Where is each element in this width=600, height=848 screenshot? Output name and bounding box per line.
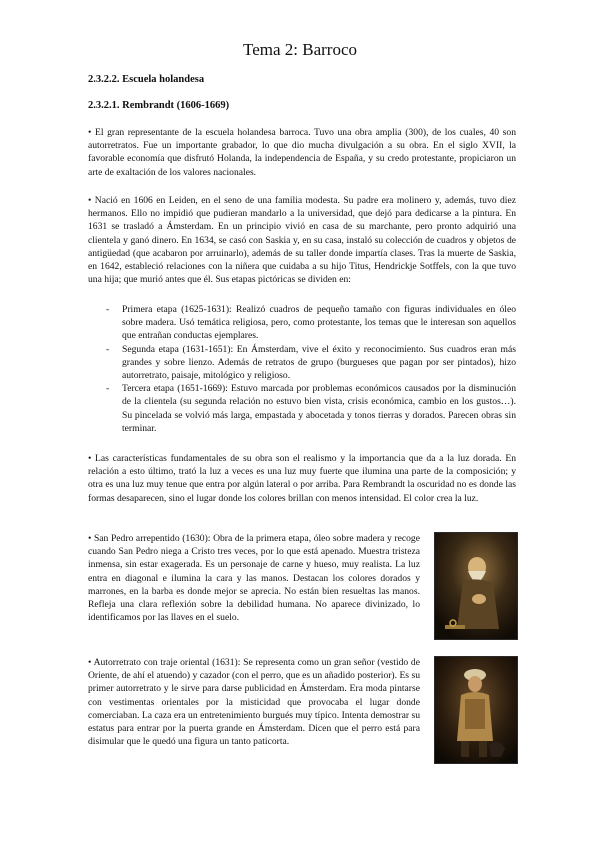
etapa-text: Segunda etapa (1631-1651): En Ámsterdam, vive el éxito y reconocimiento. Sus cuadros eran más grandes y sobre lienzo. Además de retratos de grupo (burgueses que pagan por ser pintados), hizo autorretrato, paisaje, mitológico y religioso. <box>122 343 516 382</box>
etapa-text: Primera etapa (1625-1631): Realizó cuadros de pequeño tamaño con figuras individuales en óleo sobre madera. Usó temática religiosa, pero, como protestante, los temas que le interesan son aquellos que entrañan conductas ejemplares. <box>122 304 516 342</box>
biography-paragraph: • Nació en 1606 en Leiden, en el seno de una familia modesta. Su padre era molinero y, además, tuvo diez hermanos. Ello no impidió que pudieran mandarlo a la universidad, que dejó para dedicarse a la pintura. En 1631 se trasladó a Ámsterdam. En un principio vivió en casa de su marchante, pero pronto adquirió una clientela y ganó dinero. En 1634, se casó con Saskia y, en su casa, instaló su colección de cuadros y objetos de antigüedad (que acabaron por arruinarlo), además de su taller donde impartía clases. Tras la muerte de Saskia, en 1642, estableció relaciones con la niñera que cuidaba a su hijo Titus, Hendrickje Sotffels, con la que tuvo una hija; que murió antes que él. Sus etapas pictóricas se dividen en: <box>88 195 516 286</box>
list-item: - Primera etapa (1625-1631): Realizó cuadros de pequeño tamaño con figuras individuales en óleo sobre madera. Usó temática religiosa, pero, como protestante, los temas que le interesan son aquellos que entrañan conductas ejemplares. <box>106 304 516 342</box>
section-heading: 2.3.2.2. Escuela holandesa <box>88 74 205 85</box>
work-autorretrato-paragraph: • Autorretrato con traje oriental (1631): Se representa como un gran señor (vestido de Oriente, de ahí el atuendo) y cazador (con el perro, que es un añadido posterior). Es su primer autorretrato y le sirve para darse publicidad en Ámsterdam. Era moda pintarse con vestimentas orientales por la misticidad que provocaba el lugar donde comerciaban. La caza era un entretenimiento burgués muy típico. Intenta demostrar su estatus para entrar por la puerta grande en Ámsterdam. Dicen que el perro está para disimular que le quedó una figura un tanto paticorta. <box>88 657 420 748</box>
etapa-text: Tercera etapa (1651-1669): Estuvo marcada por problemas económicos causados por la disminución de la clientela (su segunda relación no estuvo bien vista, crisis económica, cambio en los gustos…). Su pincelada se volvió más larga, empastada y abocetada y tonos tierras y dorados. Parecen obras sin terminar. <box>122 383 516 434</box>
san-pedro-illustration <box>435 533 517 639</box>
list-item: - Segunda etapa (1631-1651): En Ámsterdam, vive el éxito y reconocimiento. Sus cuadros eran más grandes y sobre lienzo. Además de retratos de grupo (burgueses que pagan por ser pintados), hizo autorretrato, paisaje, mitológico y religioso. <box>106 343 516 382</box>
page-title: Tema 2: Barroco <box>243 40 357 59</box>
characteristics-paragraph: • Las características fundamentales de su obra son el realismo y la importancia que da a la luz dorada. En relación a esto último, trató la luz a veces es una luz muy fuerte que ilumina una parte de la composición; y otra es una luz muy tenue que entra por algún lateral o por arriba. Para Rembrandt la oscuridad no es donde las formas desaparecen, sino el lugar donde los colores brillan con menos intensidad. El color crea la luz. <box>88 453 516 504</box>
intro-paragraph: • El gran representante de la escuela holandesa barroca. Tuvo una obra amplia (300), de los cuales, 40 son autorretratos. Fue un importante grabador, lo que dio mucha divulgación a su obra. En el siglo XVII, la favorable economía que disfrutó Holanda, la independencia de España, y su credo protestante, propiciaron un arte de exaltación de los valores nacionales. <box>88 127 516 178</box>
painting-autorretrato-image <box>434 656 518 764</box>
painting-san-pedro-image <box>434 532 518 640</box>
autorretrato-illustration <box>435 657 517 763</box>
work-san-pedro-paragraph: • San Pedro arrepentido (1630): Obra de la primera etapa, óleo sobre madera y recoge cuando San Pedro niega a Cristo tres veces, por lo que está apenado. Muestra tristeza inmensa, sin estar exagerada. Es un personaje de carne y hueso, muy realista. La luz entra en diagonal e ilumina la cara y las manos. Destacan los colores dorados y marrones, en la barba es donde mejor se aprecia. No están bien resueltas las manos. Refleja una clara reflexión sobre la debilidad humana. No aparece divinizado, lo identificamos por las llaves en el suelo. <box>88 533 420 624</box>
subsection-heading: 2.3.2.1. Rembrandt (1606-1669) <box>88 100 230 111</box>
list-item: - Tercera etapa (1651-1669): Estuvo marcada por problemas económicos causados por la disminución de la clientela (su segunda relación no estuvo bien vista, crisis económica, cambio en los gustos…). Su pincelada se volvió más larga, empastada y abocetada y tonos tierras y dorados. Parecen obras sin terminar. <box>106 383 516 434</box>
etapas-list <box>106 303 516 435</box>
